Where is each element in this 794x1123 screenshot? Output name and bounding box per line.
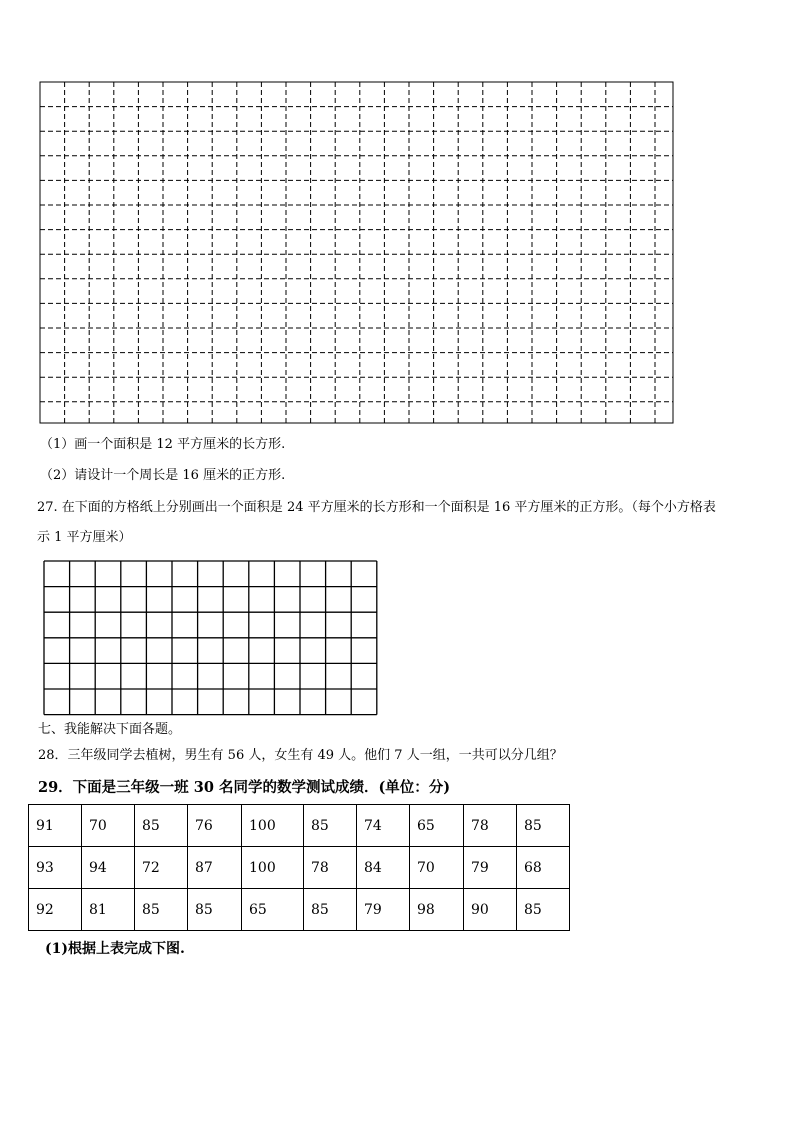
- score-table: [28, 804, 570, 931]
- score-cell: 81: [82, 889, 135, 931]
- score-cell: 87: [188, 847, 242, 889]
- score-cell: 74: [357, 805, 410, 847]
- score-cell: 85: [517, 889, 570, 931]
- score-cell: 85: [304, 889, 357, 931]
- dashed-grid-border: [40, 82, 673, 423]
- score-cell: 72: [135, 847, 188, 889]
- score-cell: 84: [357, 847, 410, 889]
- question-27-line1: 27. 在下面的方格纸上分别画出一个面积是 24 平方厘米的长方形和一个面积是 16 平方厘米的正方形。（每个小方格表: [37, 500, 716, 515]
- score-cell: 85: [135, 889, 188, 931]
- score-cell: 65: [242, 889, 304, 931]
- table-row: [29, 805, 570, 847]
- score-cell: 78: [304, 847, 357, 889]
- score-cell: 91: [29, 805, 82, 847]
- score-cell: 68: [517, 847, 570, 889]
- table-row: [29, 847, 570, 889]
- score-cell: 100: [242, 805, 304, 847]
- score-cell: 79: [464, 847, 517, 889]
- dashed-grid-paper[interactable]: [0, 0, 794, 430]
- score-cell: 85: [304, 805, 357, 847]
- score-cell: 70: [410, 847, 464, 889]
- instruction-2: （2）请设计一个周长是 16 厘米的正方形.: [40, 468, 286, 483]
- score-cell: 85: [135, 805, 188, 847]
- section-7-title: 七、我能解决下面各题。: [38, 722, 182, 737]
- question-27-line2: 示 1 平方厘米）: [37, 530, 132, 545]
- score-cell: 70: [82, 805, 135, 847]
- score-cell: 100: [242, 847, 304, 889]
- score-cell: 90: [464, 889, 517, 931]
- table-row: [29, 889, 570, 931]
- score-cell: 79: [357, 889, 410, 931]
- score-cell: 98: [410, 889, 464, 931]
- score-cell: 85: [517, 805, 570, 847]
- score-cell: 85: [188, 889, 242, 931]
- score-cell: 92: [29, 889, 82, 931]
- score-cell: 94: [82, 847, 135, 889]
- question-29-title: 29．下面是三年级一班 30 名同学的数学测试成绩．(单位：分): [38, 779, 451, 796]
- score-cell: 76: [188, 805, 242, 847]
- square-grid-paper[interactable]: [0, 555, 400, 720]
- instruction-1: （1）画一个面积是 12 平方厘米的长方形.: [40, 437, 286, 452]
- score-cell: 93: [29, 847, 82, 889]
- score-cell: 65: [410, 805, 464, 847]
- question-29-part1: (1)根据上表完成下图.: [45, 941, 185, 957]
- question-28: 28．三年级同学去植树，男生有 56 人，女生有 49 人。他们 7 人一组，一共可以分几组？: [38, 748, 563, 763]
- score-cell: 78: [464, 805, 517, 847]
